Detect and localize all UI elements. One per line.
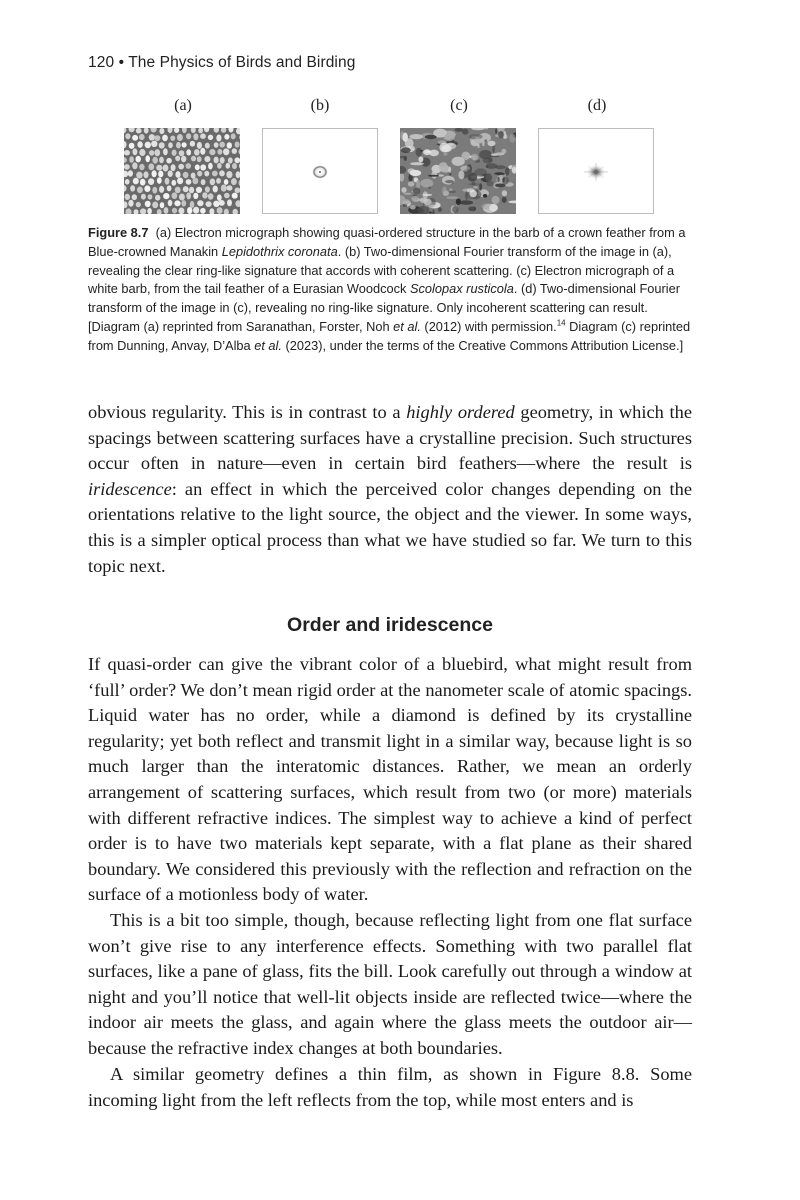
texture-blob (195, 164, 200, 170)
sem-white-barb-image (400, 128, 516, 214)
texture-blob (201, 179, 206, 185)
texture-blob (183, 186, 189, 192)
texture-blob (472, 182, 476, 186)
texture-blob (226, 163, 231, 169)
texture-blob (137, 141, 142, 148)
texture-blob (425, 135, 437, 139)
texture-blob (193, 133, 198, 140)
texture-blob (143, 171, 148, 178)
figure-label: Figure 8.7 (88, 225, 149, 240)
texture-blob (486, 166, 488, 169)
texture-blob (228, 157, 233, 163)
texture-blob (418, 157, 423, 163)
texture-blob (410, 170, 422, 176)
texture-blob (151, 128, 157, 133)
texture-blob (133, 178, 139, 185)
texture-blob (157, 177, 162, 184)
texture-blob (208, 163, 213, 170)
texture-blob (148, 194, 153, 199)
texture-blob (508, 201, 516, 204)
texture-blob (152, 170, 157, 177)
texture-blob (190, 201, 195, 208)
body-paragraph-3: This is a bit too simple, though, because reflecting light from one flat surface won’t give rise to any interference effects. Something with two parallel flat surfaces, like a pane of glass, fits the bill. Look carefully out through a window at night and you’ll notice that well-lit objects inside are reflected twice—where the indoor air meets the glass, and again where the glass meets the outdoor air—because the refractive index changes at both boundaries. (88, 910, 692, 1058)
texture-blob (200, 148, 205, 155)
texture-blob (149, 150, 154, 156)
texture-blob (134, 209, 139, 214)
caption-text: (2023), under the terms of the Creative Commons Attribution License.] (281, 337, 684, 353)
texture-blob (137, 187, 143, 194)
texture-blob (217, 163, 222, 169)
texture-blob (196, 187, 202, 193)
texture-blob (423, 149, 431, 155)
texture-blob (200, 208, 206, 214)
texture-blob (136, 202, 141, 207)
texture-blob (170, 136, 175, 141)
texture-blob (148, 163, 154, 170)
texture-blob (214, 142, 219, 148)
texture-blob (172, 150, 177, 156)
texture-blob (200, 133, 206, 139)
texture-blob (140, 179, 146, 186)
texture-blob (129, 156, 134, 163)
texture-blob (471, 154, 478, 161)
texture-blob (497, 177, 499, 182)
texture-blob (205, 143, 210, 149)
texture-blob (182, 142, 187, 147)
texture-blob (223, 148, 229, 155)
texture-blob (172, 208, 177, 214)
texture-blob (149, 134, 155, 140)
texture-blob (234, 157, 240, 163)
texture-blob (494, 172, 505, 175)
texture-blob (509, 134, 515, 143)
texture-blob (224, 209, 229, 214)
texture-blob (226, 171, 232, 178)
texture-blob (145, 155, 150, 162)
texture-blob (154, 135, 160, 141)
texture-blob (157, 209, 162, 214)
texture-blob (219, 142, 225, 148)
texture-blob (139, 134, 145, 140)
texture-blob (212, 171, 218, 177)
texture-blob (442, 186, 447, 196)
texture-blob (205, 186, 210, 192)
texture-blob (125, 208, 131, 214)
texture-blob (216, 135, 221, 142)
texture-blob (214, 157, 219, 164)
body-text: geometry, in which the spacings between scattering surfaces have a crystalline precision. Such structures occur often in nature—even in certain bird feathers—where the result is (88, 402, 692, 474)
texture-blob (144, 128, 149, 134)
body-paragraph-1 (88, 400, 692, 579)
texture-blob (232, 163, 237, 169)
texture-blob (198, 128, 203, 133)
texture-blob (197, 156, 202, 162)
texture-blob (429, 212, 432, 214)
emphasis-text: iridescence (88, 478, 172, 499)
texture-blob (191, 156, 196, 162)
texture-blob (467, 169, 472, 175)
texture-blob (159, 128, 164, 134)
texture-blob (140, 208, 146, 214)
texture-blob (159, 142, 165, 148)
texture-blob (152, 157, 158, 164)
texture-blob (470, 190, 477, 197)
texture-blob (128, 170, 133, 176)
texture-blob (186, 179, 192, 185)
caption-et-al: et al. (393, 318, 421, 334)
texture-blob (164, 207, 169, 214)
panel-label-b: (b) (310, 97, 330, 114)
texture-blob (179, 150, 185, 156)
texture-blob (484, 139, 487, 142)
texture-blob (125, 179, 130, 185)
texture-blob (221, 128, 226, 133)
texture-blob (235, 142, 240, 148)
texture-blob (227, 142, 232, 148)
texture-blob (162, 135, 168, 142)
texture-blob (459, 200, 473, 204)
texture-blob (502, 197, 507, 203)
texture-blob (411, 196, 418, 201)
texture-blob (192, 178, 198, 185)
texture-blob (484, 128, 489, 130)
caption-text: (a) Electron micrograph showing quasi-ordered structure in the barb of a crown feather from a Blue-crowned Manakin (88, 225, 686, 259)
figure-caption (88, 224, 702, 356)
texture-blob (432, 209, 435, 214)
texture-blob (175, 156, 180, 162)
texture-blob (208, 193, 214, 199)
texture-blob (186, 192, 191, 199)
texture-blob (473, 186, 478, 188)
texture-blob (485, 173, 492, 181)
texture-blob (444, 133, 455, 141)
texture-blob (181, 200, 186, 206)
running-head: 120 • The Physics of Birds and Birding (88, 54, 356, 71)
body-paragraph-2: If quasi-order can give the vibrant color of a bluebird, what might result from ‘full’ order? We don’t mean rigid order at the nanometer scale of atomic spacings. Liquid water has no order, while a diamond is defined by its crystalline regularity; yet both reflect and transmit light in a similar way, because light is so much larger than the interatomic distances. Rather, we mean an orderly arrangement of scattering surfaces, which result from two (or more) materials with different refractive indices. The simplest way to achieve a kind of perfect order is to have two materials kept separate, with a flat plane as their shared boundary. We considered this previously with the reflection and refraction on the surface of a motionless body of water. (88, 654, 692, 905)
texture-blob (174, 128, 179, 133)
texture-blob (168, 200, 173, 206)
texture-blob (186, 133, 191, 139)
texture-blob (428, 175, 439, 177)
texture-blob (409, 134, 422, 139)
texture-blob (136, 156, 141, 163)
texture-blob (139, 164, 144, 170)
texture-blob (129, 143, 135, 149)
texture-blob (217, 149, 222, 155)
fourier-no-ring-image (538, 128, 654, 214)
texture-blob (181, 156, 186, 162)
texture-blob (224, 193, 230, 199)
texture-blob (445, 180, 454, 183)
texture-blob (197, 142, 202, 149)
texture-blob (439, 143, 449, 153)
texture-blob (495, 128, 497, 134)
texture-blob (410, 162, 424, 165)
texture-blob (128, 200, 133, 207)
caption-text: (2012) with permission. (420, 318, 557, 334)
texture-blob (193, 193, 198, 199)
texture-blob (428, 187, 431, 189)
texture-blob (163, 193, 169, 199)
emphasis-text: highly ordered (406, 402, 515, 422)
texture-blob (197, 200, 203, 206)
texture-blob (482, 141, 485, 146)
texture-blob (139, 149, 145, 156)
texture-blob (202, 192, 207, 198)
texture-blob (232, 148, 237, 154)
texture-blob (168, 170, 173, 177)
texture-blob (408, 181, 415, 186)
texture-blob (186, 149, 191, 155)
texture-blob (124, 185, 127, 192)
caption-text: . (d) Two-dimensional Fourier transform of the image in (c), revealing no ring-like signature. Only incoherent scattering can result. [Diagram (a) reprinted from Saranathan, Forster, Noh (88, 281, 681, 334)
texture-blob (446, 196, 459, 199)
texture-blob (204, 128, 209, 132)
texture-blob (204, 171, 209, 177)
texture-blob (420, 198, 428, 203)
texture-blob (471, 128, 484, 130)
texture-blob (219, 200, 225, 206)
texture-blob (420, 179, 433, 188)
texture-blob (125, 133, 130, 139)
texture-blob (452, 206, 459, 213)
texture-blob (455, 128, 463, 132)
texture-blob (167, 185, 172, 191)
texture-blob (477, 144, 479, 149)
texture-blob (160, 202, 165, 208)
texture-blob (475, 137, 481, 144)
texture-blob (401, 187, 406, 193)
texture-blob (410, 205, 416, 210)
texture-blob (130, 185, 135, 191)
texture-blob (209, 149, 215, 155)
texture-blob (174, 200, 180, 206)
texture-blob (229, 128, 234, 133)
texture-blob (132, 162, 137, 169)
texture-blob (129, 128, 135, 132)
texture-blob (239, 163, 240, 170)
texture-blob (413, 188, 421, 195)
texture-blob (179, 194, 185, 201)
texture-blob (171, 180, 176, 186)
texture-blob (200, 164, 206, 170)
texture-blob (216, 178, 221, 184)
texture-blob (145, 142, 151, 149)
sem-quasi-ordered-barb-image (124, 128, 240, 214)
texture-blob (144, 185, 150, 192)
texture-blob (439, 162, 448, 171)
texture-blob (176, 142, 181, 149)
texture-blob (224, 179, 229, 185)
texture-blob (474, 168, 487, 176)
texture-blob (214, 128, 219, 133)
texture-blob (132, 194, 137, 200)
texture-blob (239, 180, 241, 187)
texture-blob (220, 157, 225, 164)
texture-blob (401, 147, 411, 153)
texture-blob (124, 157, 127, 163)
texture-blob (456, 198, 461, 205)
caption-species-name: Lepidothrix coronata (221, 243, 338, 259)
texture-blob (429, 205, 440, 207)
panel-label-a: (a) (174, 97, 192, 114)
texture-blob (213, 201, 219, 207)
texture-blob (136, 172, 142, 179)
texture-blob (217, 194, 222, 201)
texture-blob (232, 193, 238, 199)
texture-blob (495, 152, 505, 155)
texture-blob (449, 191, 456, 193)
body-paragraph-4: A similar geometry defines a thin film, as shown in Figure 8.8. Some incoming light from the left reflects from the top, while most enters and is (88, 1064, 692, 1110)
texture-blob (204, 156, 210, 162)
texture-blob (151, 141, 157, 147)
texture-blob (462, 189, 471, 192)
texture-blob (227, 199, 232, 206)
texture-blob (191, 128, 196, 133)
texture-blob (155, 149, 161, 156)
texture-blob (182, 128, 187, 133)
texture-blob (210, 179, 216, 186)
texture-blob (236, 171, 240, 178)
texture-blob (186, 163, 192, 169)
texture-blob (147, 208, 152, 214)
body-text: obvious regularity. This is in contrast to a (88, 402, 407, 422)
fourier-ring-image (262, 128, 378, 214)
texture-blob (194, 149, 200, 155)
texture-blob (498, 131, 504, 138)
texture-blob (163, 148, 168, 155)
texture-blob (141, 194, 146, 200)
texture-blob (449, 173, 452, 175)
texture-blob (190, 141, 195, 147)
panel-label-d: (d) (587, 97, 607, 114)
caption-species-name: Scolopax rusticola (409, 281, 514, 297)
texture-blob (469, 206, 477, 211)
texture-blob (158, 171, 163, 178)
texture-blob (231, 133, 236, 139)
texture-blob (483, 157, 493, 163)
texture-blob (487, 181, 494, 187)
texture-blob (505, 167, 510, 175)
texture-blob (124, 201, 128, 208)
texture-blob (132, 148, 137, 155)
texture-blob (177, 178, 183, 185)
texture-blob (177, 134, 183, 141)
texture-blob (183, 172, 189, 178)
body-text: : an effect in which the perceived color changes depending on the orientations relative to the light source, the object and the viewer. In some ways, this is a simpler optical process than what we have studied so far. We turn to this topic next. (88, 478, 692, 576)
section-heading: Order and iridescence (287, 614, 493, 636)
texture-blob (219, 170, 225, 176)
texture-blob (159, 157, 164, 164)
texture-blob (488, 141, 496, 147)
texture-blob (148, 178, 154, 185)
texture-blob (235, 188, 241, 194)
texture-blob (235, 200, 240, 207)
texture-blob (404, 193, 412, 195)
texture-blob (132, 135, 138, 141)
texture-blob (175, 171, 180, 178)
texture-blob (231, 178, 237, 185)
caption-et-al: et al. (254, 337, 282, 353)
texture-blob (166, 158, 172, 164)
texture-blob (168, 142, 173, 148)
texture-blob (233, 209, 238, 214)
texture-blob (124, 150, 130, 155)
texture-blob (171, 164, 176, 171)
texture-blob (400, 173, 404, 182)
texture-blob (209, 208, 214, 214)
texture-blob (404, 199, 410, 205)
texture-blob (217, 207, 223, 214)
texture-blob (152, 202, 158, 209)
texture-blob (163, 165, 169, 172)
texture-blob (159, 186, 164, 193)
texture-blob (124, 128, 126, 133)
texture-blob (492, 196, 500, 204)
texture-blob (400, 166, 406, 174)
texture-blob (124, 141, 127, 148)
texture-blob (403, 133, 408, 142)
texture-blob (213, 186, 218, 193)
texture-blob (175, 187, 181, 194)
texture-blob (168, 128, 173, 133)
texture-blob (502, 190, 507, 196)
texture-blob (483, 194, 487, 198)
texture-blob (172, 192, 178, 199)
texture-blob (239, 134, 240, 140)
texture-blob (438, 207, 442, 212)
texture-blob (165, 178, 170, 185)
texture-blob (124, 171, 128, 178)
texture-blob (145, 201, 151, 207)
texture-blob (152, 187, 157, 194)
texture-blob (197, 171, 202, 177)
texture-blob (187, 207, 192, 214)
texture-blob (458, 171, 464, 180)
texture-blob (236, 128, 240, 134)
texture-blob (489, 204, 498, 212)
texture-blob (416, 148, 422, 157)
texture-blob (448, 144, 453, 146)
panel-label-c: (c) (450, 97, 468, 114)
texture-blob (193, 207, 199, 214)
texture-blob (125, 194, 131, 200)
texture-blob (189, 187, 194, 194)
texture-blob (136, 128, 142, 134)
texture-blob (178, 164, 184, 170)
texture-blob (224, 134, 229, 140)
texture-blob (178, 208, 184, 215)
texture-blob (239, 148, 241, 154)
texture-blob (156, 165, 162, 171)
caption-text: Diagram (c) reprinted from Dunning, Anvay, D’Alba (88, 318, 691, 353)
caption-text: . (b) Two-dimensional Fourier transform of the image in (a), revealing the clear ring-like signature that accords with coherent scattering. (c) Electron micrograph of a white barb, from the tail feather of a Eurasian Woodcock (88, 243, 675, 297)
texture-blob (155, 195, 160, 201)
texture-blob (221, 185, 227, 192)
texture-blob (124, 164, 130, 170)
texture-blob (206, 201, 212, 207)
texture-blob (461, 152, 470, 160)
texture-blob (208, 135, 213, 140)
texture-blob (227, 185, 233, 190)
texture-blob (502, 177, 509, 185)
reference-superscript: 14 (556, 318, 566, 328)
